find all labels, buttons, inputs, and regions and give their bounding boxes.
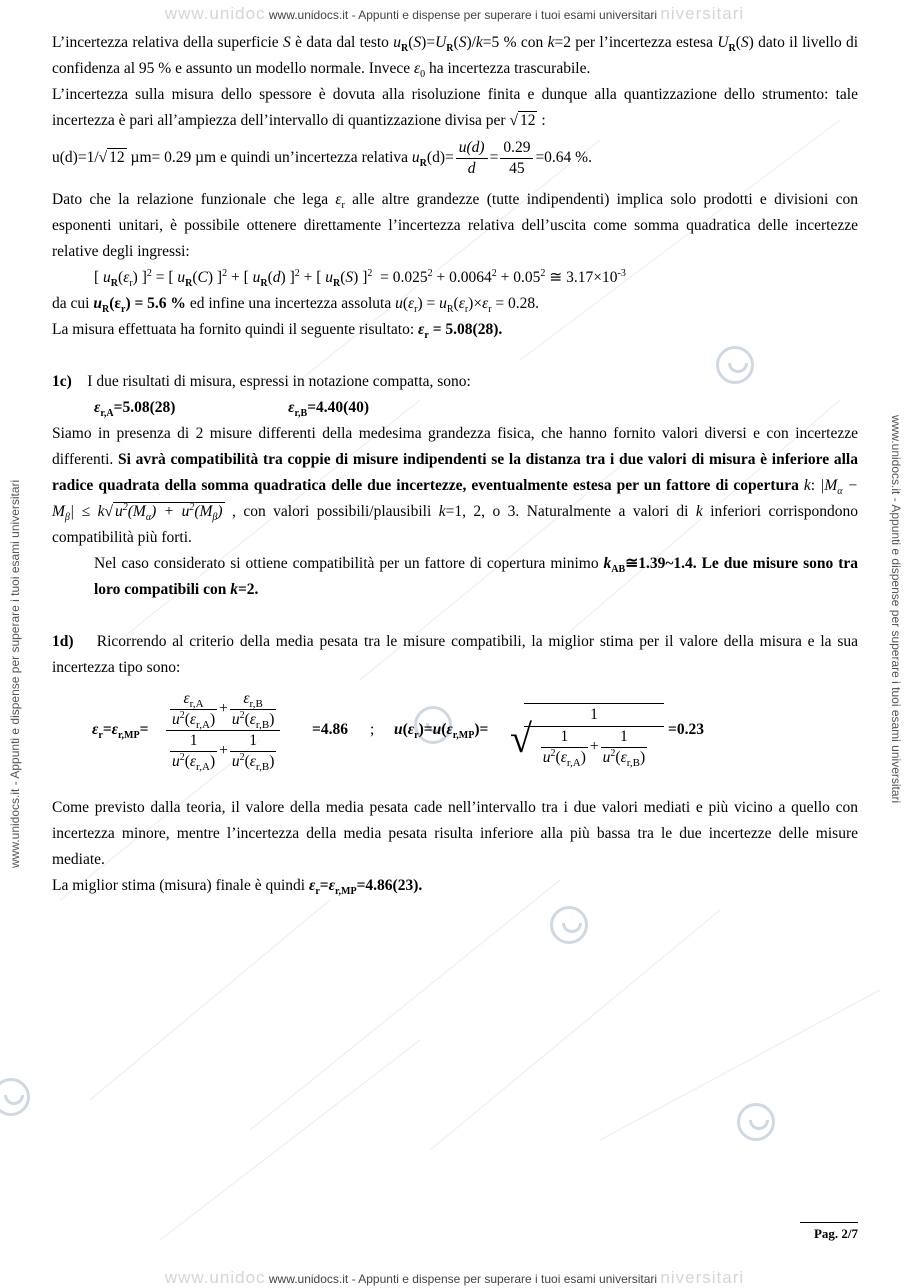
weighted-mean-equations (52, 689, 858, 789)
watermark-side-left: www.unidocs.it - Appunti e dispense per superare i tuoi esami universitari (8, 479, 22, 868)
weighted-uncertainty-lhs: $u(\varepsilon_r)=u(\varepsilon_{r,MP})=$ (394, 721, 489, 742)
section-label-1d: 1d) (52, 633, 74, 650)
section-1d-intro: 1d) Ricorrendo al criterio della media pesata tra le misure compatibili, la miglior stima per il valore della misura e la sua incertezza tipo sono: (52, 633, 858, 676)
weighted-uncertainty-fraction: 1 $\frac{1}{u^2(\varepsilon_{r,A})}$ + $\frac{1}{u^2(\varepsilon_{r,B})}$ (524, 703, 664, 768)
paragraph-absolute-uncertainty: da cui $u_R(\varepsilon_r) = 5.6$ % ed infine una incertezza assoluta $u(\varepsilon_r) = u_R(\varepsilon_r)\times\varepsilon_r = 0.28$. (52, 295, 540, 316)
watermark-footer-faint-left: www.unidoc (164, 1268, 266, 1287)
document-body (52, 30, 858, 899)
section-1c-compatibility: Siamo in presenza di 2 misure differenti della medesima grandezza fisica, che hanno fornito valori diversi e con incertezze differenti. Si avrà compatibilità tra coppie di misure indipendenti se la distanza tra i due valori di misura è inferiore alla radice quadrata della somma quadratica delle due incertezze, eventualmente estesa per un fattore di copertura k: $|M_\alpha - M_\beta| \le k√$ $u^2(M_\alpha) + u^2(M_\beta)$ , con valori possibili/plausibili k=1, 2, o 3. Naturalmente a valori di k inferiori corrispondono compatibilità più forti. (52, 425, 858, 546)
compatibility-formula: $|M_\alpha - M_\beta| \le k√$ $u^2(M_\alpha) + u^2(M_\beta)$ (52, 477, 858, 524)
weighted-mean-lhs: $\varepsilon_r=\varepsilon_{r,MP}=$ (92, 721, 149, 742)
page-number: Pag. 2/7 (800, 1222, 858, 1242)
weighted-mean-result: =4.86 (312, 721, 348, 738)
section-1d-discussion: Come previsto dalla teoria, il valore della media pesata cade nell’intervallo tra i due valori mediati e più vicino a quello con incertezza minore, mentre l’incertezza della media pesata risulta inferiore alla più bassa tra le due incertezze delle misure mediate. (52, 799, 858, 868)
watermark-header-text: www.unidocs.it - Appunti e dispense per superare i tuoi esami universitari (268, 8, 658, 22)
equation-separator: ; (370, 721, 375, 738)
watermark-footer-text: www.unidocs.it - Appunti e dispense per superare i tuoi esami universitari (268, 1272, 658, 1286)
watermark-side-right: www.unidocs.it - Appunti e dispense per superare i tuoi esami universitari (889, 415, 903, 804)
equation-quadratic-sum: [ $u_R(\varepsilon_r) ]^2$ = [ $u_R(C) ]^2$ + [ $u_R(d) ]^2$ + [ $u_R(S) ]^2 = 0.025^2 + 0.0064^2 + 0.05^2$ ≅ $3.17\times 10^{-3}$ (94, 267, 626, 290)
paragraph-relative-uncertainty: Dato che la relazione funzionale che lega $\varepsilon_r$ alle altre grandezze (tutte indipendenti) implica solo prodotti e divisioni con esponenti unitari, è possibile ottenere direttamente l’incertezza relativa dell’uscita come somma quadratica delle incertezze relative degli ingressi: (52, 191, 859, 260)
paragraph-thickness-uncertainty: L’incertezza sulla misura dello spessore è dovuta alla risoluzione finita e dunque alla quantizzazione dello strumento: tale incertezza è pari all’ampiezza dell’intervallo di quantizzazione divisa per √ 12 : (52, 86, 858, 129)
sqrt-symbol: √ (510, 716, 532, 761)
weighted-uncertainty-result: =0.23 (668, 721, 704, 738)
section-1d-final: La miglior stima (misura) finale è quindi $\varepsilon_r=\varepsilon_{r,MP}=4.86(23)$. (52, 877, 423, 898)
watermark-faint-left: www.unidoc (164, 4, 266, 23)
paragraph-result: La misura effettuata ha fornito quindi il seguente risultato: $\varepsilon_r = 5.08(28)$. (52, 321, 503, 342)
watermark-logo-icon (737, 1103, 775, 1141)
watermark-faint-right: niversitari (660, 4, 745, 23)
watermark-logo-icon (550, 906, 588, 944)
paragraph-surface-uncertainty: L’incertezza relativa della superficie S è data dal testo $u_R(S)=U_R(S)/k=5$ % con k=2 per l’incertezza estesa $U_R(S)$ dato il livello di confidenza al 95 % e assunto un modello normale. Invece $\varepsilon_0$ ha incertezza trascurabile. (52, 34, 859, 81)
section-label-1c: 1c) (52, 373, 72, 390)
equation-thickness: u(d)=1/√ 12 µm= 0.29 µm e quindi un’incertezza relativa $u_R(d)=$ $\frac{u(d)}{d}$ = $\frac{0.29}{45}$ =0.64 %. (52, 139, 592, 177)
weighted-mean-fraction: $\frac{\varepsilon_{r,A}}{u^2(\varepsilon_{r,A})}$ + $\frac{\varepsilon_{r,B}}{u^2(\varepsilon_{r,B})}$ $\frac{1}{u^2(\varepsilon_{r,A})}$ + $\frac{1}{u^2(\varepsilon_{r,B})}$ (166, 689, 280, 772)
section-1c-results: $\varepsilon_{r,A}=5.08(28)$ $\varepsilon_{r,B}=4.40(40)$ (94, 399, 369, 420)
section-1c-conclusion: Nel caso considerato si ottiene compatibilità per un fattore di copertura minimo $k_{AB}≅1.39\sim 1.4$. Le due misure sono tra loro compatibili con k=2. (94, 555, 858, 598)
section-1c-intro: 1c) I due risultati di misura, espressi in notazione compatta, sono: (52, 373, 471, 390)
watermark-footer-faint-right: niversitari (660, 1268, 745, 1287)
